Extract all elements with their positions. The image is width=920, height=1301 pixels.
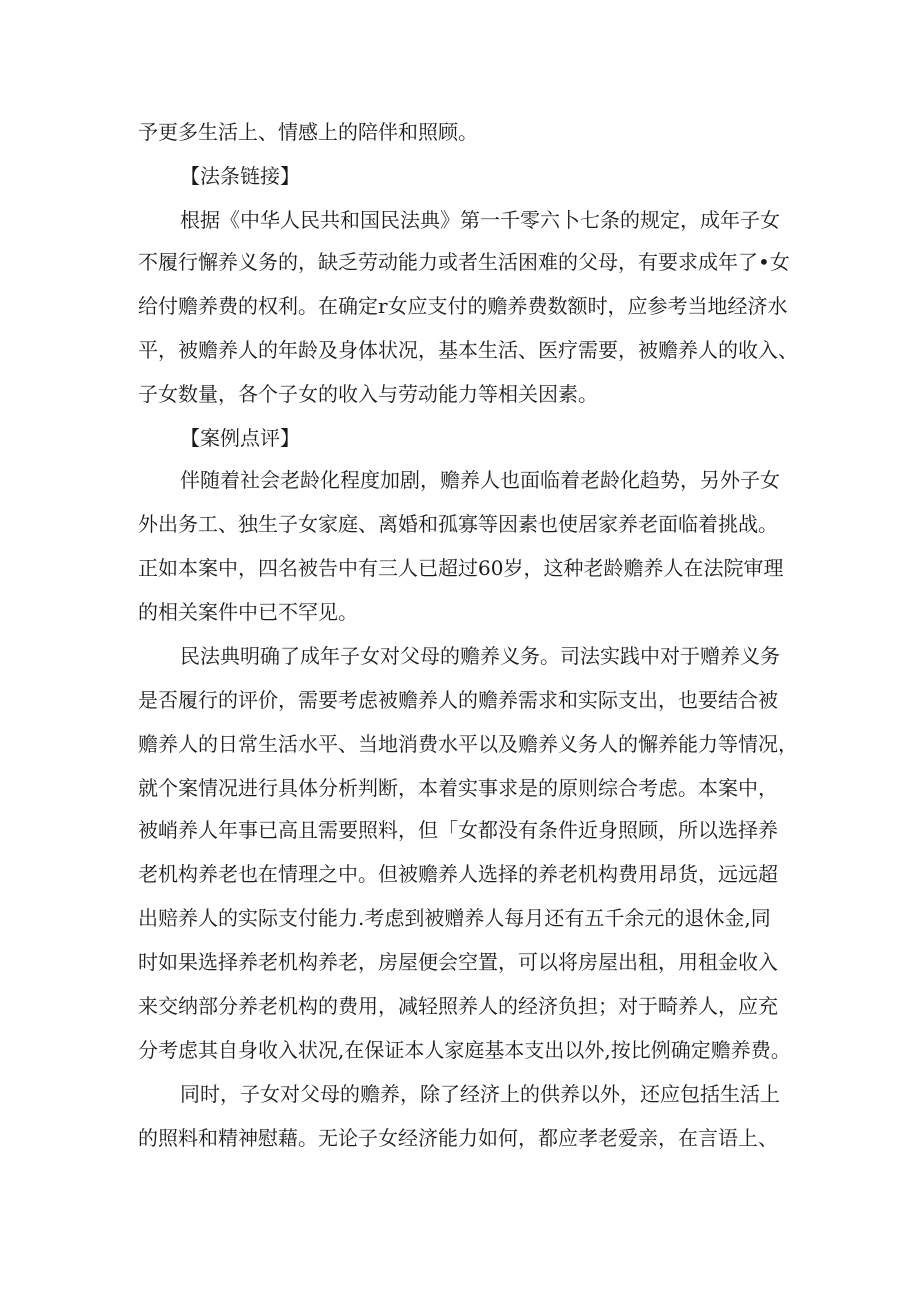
paragraph-line: 予更多生活上、情感上的陪伴和照顾。 (138, 120, 478, 144)
paragraph-line: 民法典明确了成年子女对父母的赡养义务。司法实践中对于赠养义务 (180, 644, 780, 668)
paragraph-line: 平，被赡养人的年龄及身体状况，基本生活、医疗需要，被赡养人的收入、 (138, 338, 798, 362)
paragraph-line: 子女数量，各个子女的收入与劳动能力等相关因素。 (138, 382, 598, 406)
paragraph-line: 被峭养人年事已高且需要照料，但「女都没有条件近身照顾，所以选择养 (138, 818, 778, 842)
paragraph-line: 不履行懈养义务的，缺乏劳动能力或者生活困难的父母，有要求成年了•女 (138, 250, 790, 274)
paragraph-line: 伴随着社会老龄化程度加剧，赡养人也面临着老龄化趋势，另外子女 (180, 468, 780, 492)
paragraph-line: 就个案情况进行具体分析判断，本着实事求是的原则综合考虑。本案中， (138, 776, 778, 800)
paragraph-line: 给付赡养费的权利。在确定r女应支付的赡养费数额时，应参考当地经济水 (138, 294, 788, 318)
paragraph-line: 根据《中华人民共和国民法典》第一千零六卜七条的规定，成年子女 (180, 208, 780, 232)
section-heading-legal-link: 【法条链接】 (180, 164, 300, 188)
paragraph-line: 外出务工、独生子女家庭、离婚和孤寡等因素也使居家养老面临着挑战。 (138, 512, 778, 536)
paragraph-line: 是否履行的评价，需要考虑被赡养人的赡养需求和实际支出，也要结合被 (138, 688, 778, 712)
paragraph-line: 老机构养老也在情理之中。但被赡养人选择的养老机构费用昂货，远远超 (138, 862, 778, 886)
paragraph-line: 同时，子女对父母的赡养，除了经济上的供养以外，还应包括生活上 (180, 1082, 780, 1106)
paragraph-line: 的相关案件中已不罕见。 (138, 600, 358, 624)
paragraph-line: 时如果选择养老机构养老，房屋便会空置，可以将房屋出租，用租金收入 (138, 950, 778, 974)
paragraph-line: 分考虑其自身收入状况,在保证本人家庭基本支出以外,按比例确定赡养费。 (138, 1038, 791, 1062)
paragraph-line: 赡养人的日常生活水平、当地消费水平以及赡养义务人的懈养能力等情况， (138, 732, 798, 756)
section-heading-case-review: 【案例点评】 (180, 426, 300, 450)
paragraph-line: 来交纳部分养老机构的费用，减轻照养人的经济负担；对于畸养人，应充 (138, 994, 778, 1018)
paragraph-line: 正如本案中，四名被告中有三人已超过60岁，这种老龄赡养人在法院审理 (138, 556, 784, 580)
paragraph-line: 出赔养人的实际支付能力.考虑到被赠养人每月还有五千余元的退休金,同 (138, 906, 771, 930)
paragraph-line: 的照料和精神慰藉。无论子女经济能力如何，都应孝老爱亲，在言语上、 (138, 1126, 778, 1150)
